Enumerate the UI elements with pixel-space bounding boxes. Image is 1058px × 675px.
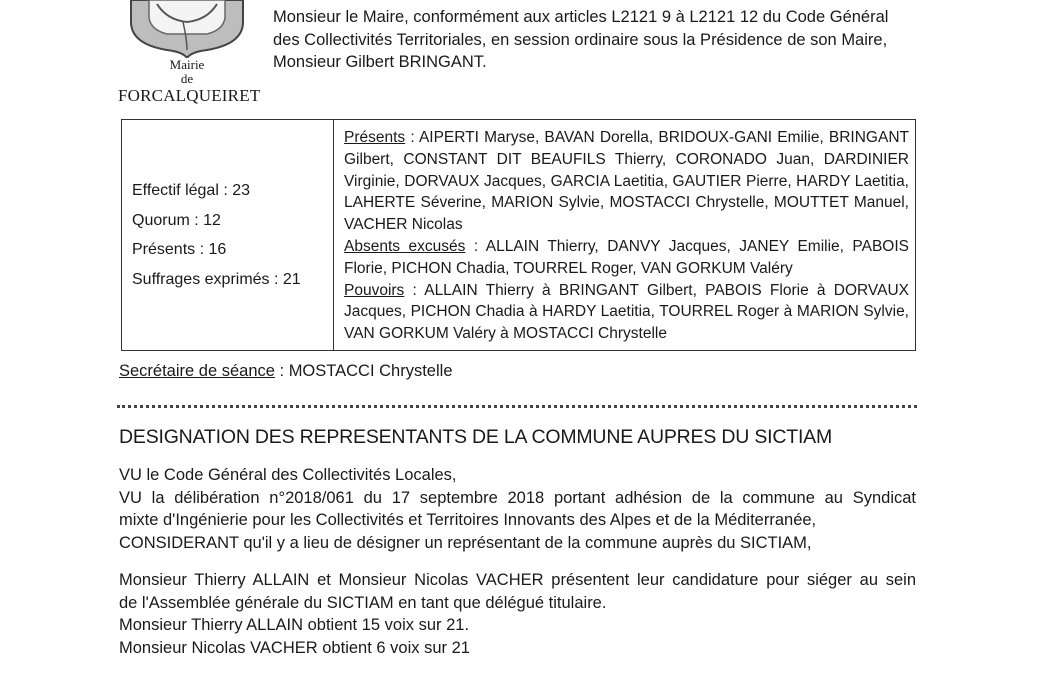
logo-line-de: de bbox=[180, 71, 194, 86]
coat-of-arms-icon bbox=[127, 0, 247, 58]
body-line: mixte d'Ingénierie pour les Collectivités et Territoires Innovants des Alpes et de la Méditerranée, bbox=[119, 511, 817, 529]
attendance-table bbox=[121, 119, 916, 351]
section-heading: DESIGNATION DES REPRESENTANTS DE LA COMMUNE AUPRES DU SICTIAM bbox=[119, 426, 833, 448]
absents-names: : ALLAIN Thierry, DANVY Jacques, JANEY Emilie, PABOIS Florie, PICHON Chadia, TOURREL Roger, VAN GORKUM Valéry bbox=[344, 237, 909, 277]
secretary-value: : MOSTACCI Chrystelle bbox=[274, 362, 453, 380]
absents-paragraph bbox=[344, 236, 909, 280]
stat-suffrages: Suffrages exprimés : 21 bbox=[132, 270, 301, 288]
body-line: VU le Code Général des Collectivités Locales, bbox=[119, 466, 457, 484]
intro-line: Monsieur Gilbert BRINGANT. bbox=[273, 53, 487, 71]
pouvoirs-names: : ALLAIN Thierry à BRINGANT Gilbert, PABOIS Florie à DORVAUX Jacques, PICHON Chadia à HARDY Laetitia, TOURREL Roger à MARION Sylvie, VAN GORKUM Valéry à MOSTACCI Chrystelle bbox=[344, 281, 909, 343]
body-line: Monsieur Nicolas VACHER obtient 6 voix sur 21 bbox=[119, 638, 470, 657]
logo-line-mairie: Mairie bbox=[169, 57, 205, 72]
secretary-label: Secrétaire de séance bbox=[119, 362, 275, 380]
absents-label: Absents excusés bbox=[344, 237, 466, 255]
body-line: VU la délibération n°2018/061 du 17 septembre 2018 portant adhésion de la commune au Syndicat bbox=[119, 488, 916, 507]
body-line: de l'Assemblée générale du SICTIAM en tant que délégué titulaire. bbox=[119, 593, 607, 612]
participants-list bbox=[344, 127, 909, 345]
intro-line: Monsieur le Maire, conformément aux articles L2121 9 à L2121 12 du Code Général bbox=[273, 8, 889, 26]
dotted-separator bbox=[117, 405, 917, 408]
pouvoirs-paragraph bbox=[344, 280, 909, 345]
intro-paragraph bbox=[273, 6, 933, 74]
presents-paragraph bbox=[344, 127, 909, 236]
stat-effectif: Effectif légal : 23 bbox=[132, 182, 250, 199]
attendance-stats bbox=[132, 176, 301, 294]
stat-quorum: Quorum : 12 bbox=[132, 211, 221, 229]
intro-line: des Collectivités Territoriales, en session ordinaire sous la Présidence de son Maire, bbox=[273, 30, 888, 49]
pouvoirs-label: Pouvoirs bbox=[344, 281, 405, 299]
presents-label: Présents bbox=[344, 129, 406, 146]
body-line: Monsieur Thierry ALLAIN et Monsieur Nicolas VACHER présentent leur candidature pour siéger au sein bbox=[119, 571, 916, 589]
body-line: Monsieur Thierry ALLAIN obtient 15 voix sur 21. bbox=[119, 616, 470, 634]
session-secretary bbox=[119, 362, 453, 381]
table-divider bbox=[333, 120, 334, 350]
deliberation-body bbox=[119, 464, 916, 659]
presents-names: : AIPERTI Maryse, BAVAN Dorella, BRIDOUX-GANI Emilie, BRINGANT Gilbert, CONSTANT DIT BEAUFILS Thierry, CORONADO Juan, DARDINIER Virginie, DORVAUX Jacques, GARCIA Laetitia, GAUTIER Pierre, HARDY Laetitia, LAHERTE Séverine, MARION Sylvie, MOSTACCI Chrystelle, MOUTTET Manuel, VACHER Nicolas bbox=[344, 129, 909, 234]
paragraph-gap bbox=[119, 554, 916, 569]
body-line: CONSIDERANT qu'il y a lieu de désigner un représentant de la commune auprès du SICTIAM, bbox=[119, 533, 812, 552]
town-crest-logo bbox=[118, 0, 261, 110]
logo-line-town: FORCALQUEIRET bbox=[118, 86, 261, 105]
stat-presents: Présents : 16 bbox=[132, 241, 227, 258]
